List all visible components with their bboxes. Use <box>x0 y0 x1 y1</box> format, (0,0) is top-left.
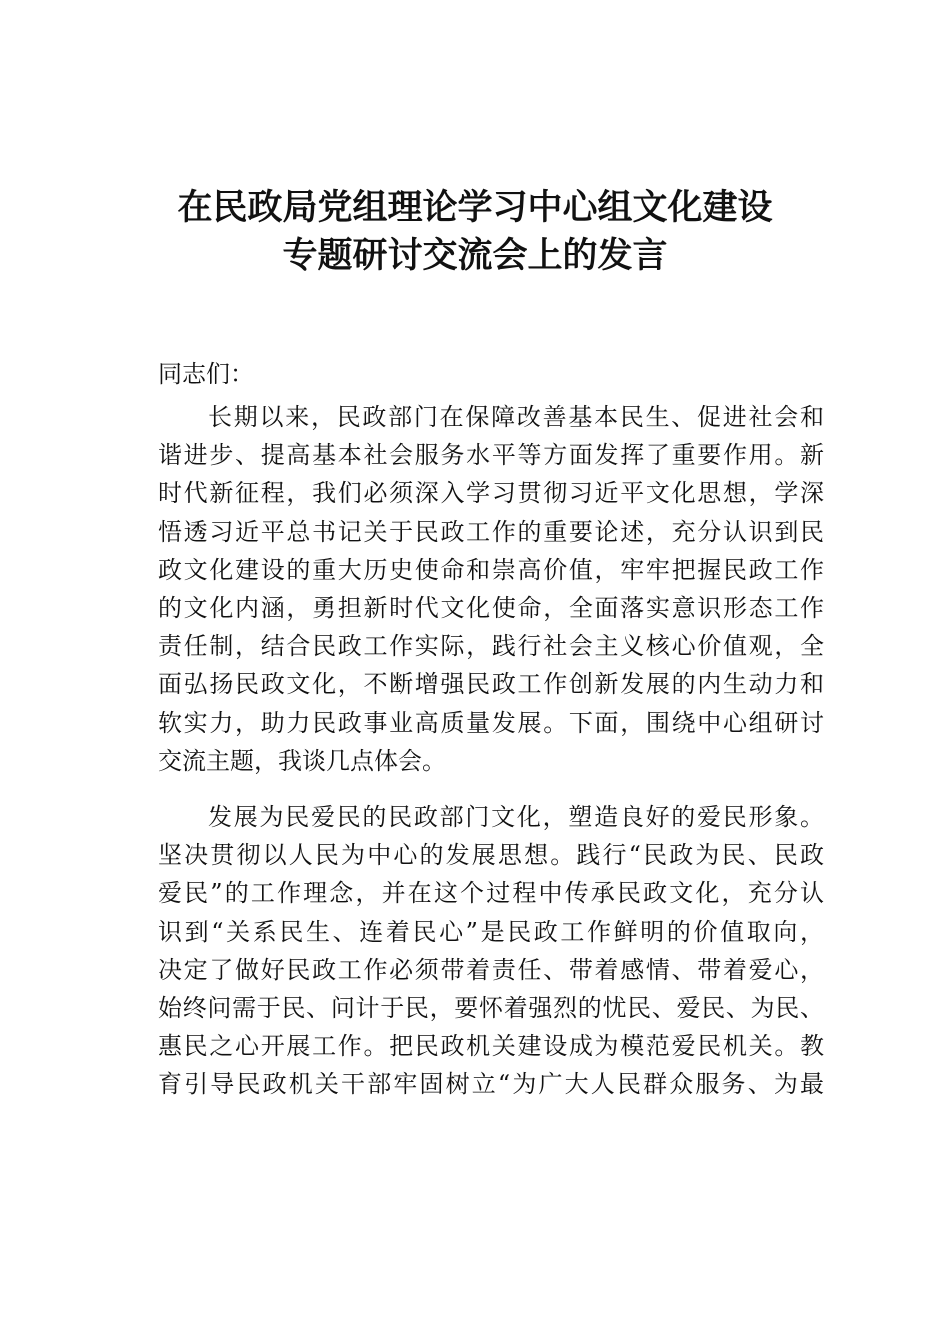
paragraph-line: 软实力，助力民政事业高质量发展。下面，围绕中心组研讨 <box>158 708 824 737</box>
paragraph-line: 发展为民爱民的民政部门文化，塑造良好的爱民形象。 <box>208 803 824 831</box>
title-line-1: 在民政局党组理论学习中心组文化建设 <box>177 188 773 228</box>
paragraph-line: 面弘扬民政文化，不断增强民政工作创新发展的内生动力和 <box>158 670 824 699</box>
paragraph-line: 时代新征程，我们必须深入学习贯彻习近平文化思想，学深 <box>158 479 824 508</box>
paragraph-line: 的文化内涵，勇担新时代文化使命，全面落实意识形态工作 <box>158 594 824 623</box>
paragraph-line: 始终问需于民、问计于民，要怀着强烈的忧民、爱民、为民、 <box>158 994 824 1023</box>
body-paragraph-2 <box>158 798 824 1104</box>
title-line-2: 专题研讨交流会上的发言 <box>282 236 668 276</box>
salutation: 同志们： <box>158 360 254 388</box>
paragraph-line: 政文化建设的重大历史使命和崇高价值，牢牢把握民政工作 <box>158 555 824 584</box>
body-paragraph-1 <box>158 398 824 780</box>
paragraph-line: 识到“关系民生、连着民心”是民政工作鲜明的价值取向， <box>158 917 824 946</box>
paragraph-line: 责任制，结合民政工作实际，践行社会主义核心价值观，全 <box>158 632 824 661</box>
paragraph-line: 交流主题，我谈几点体会。 <box>158 746 446 775</box>
paragraph-line: 惠民之心开展工作。把民政机关建设成为模范爱民机关。教 <box>158 1032 824 1061</box>
paragraph-line: 育引导民政机关干部牢固树立“为广大人民群众服务、为最 <box>158 1070 824 1099</box>
paragraph-line: 悟透习近平总书记关于民政工作的重要论述，充分认识到民 <box>158 517 824 546</box>
paragraph-line: 坚决贯彻以人民为中心的发展思想。践行“民政为民、民政 <box>158 841 824 870</box>
paragraph-line: 谐进步、提高基本社会服务水平等方面发挥了重要作用。新 <box>158 441 824 470</box>
document-title <box>150 184 800 280</box>
paragraph-line: 爱民”的工作理念，并在这个过程中传承民政文化，充分认 <box>158 879 824 908</box>
paragraph-line: 决定了做好民政工作必须带着责任、带着感情、带着爱心， <box>158 955 824 984</box>
paragraph-line: 长期以来，民政部门在保障改善基本民生、促进社会和 <box>208 403 824 431</box>
